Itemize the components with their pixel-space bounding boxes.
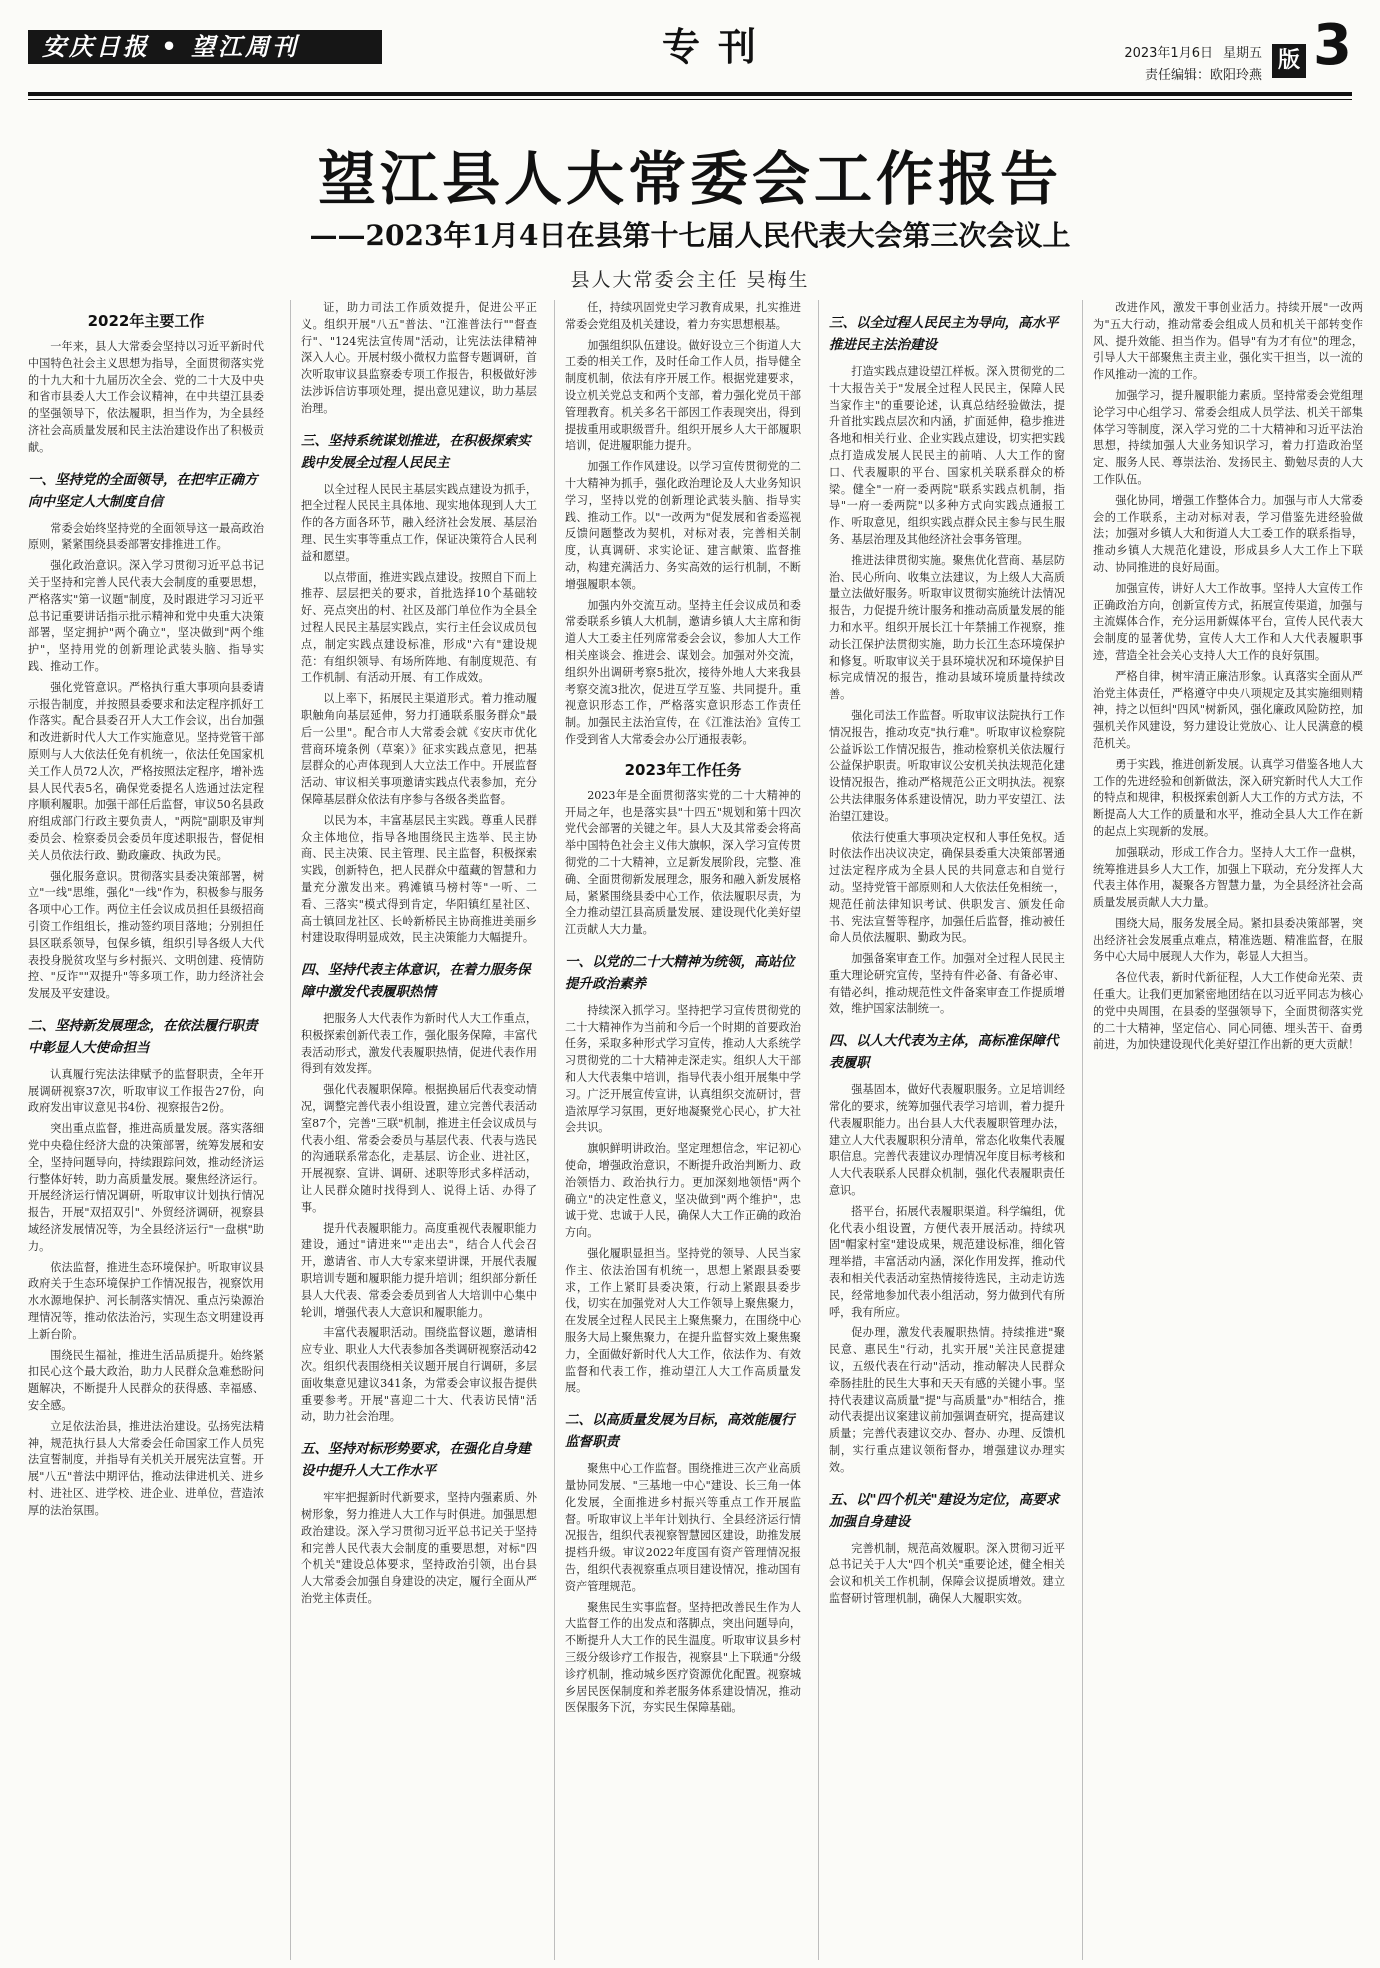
paragraph: 丰富代表履职活动。围绕监督议题，邀请相应专业、职业人大代表参加各类调研视察活动42次。组织代表围绕相关议题开展自行调研，多层面收集意见建议341条，为常委会审议报告提供重要参考。开展"喜迎二十大、代表访民情"活动，助力社会治理。 — [301, 1326, 537, 1424]
paragraph: 强化服务意识。贯彻落实县委决策部署，树立"一线"思维，强化"一线"作为，积极参与服务各项中心工作。两位主任会议成员担任县级招商引资工作组组长，推动签约项目落地；分别担任县区联系领导，包保乡镇，组织引导各级人大代表投身脱贫攻坚与乡村振兴、文明创建、疫情防控、"反诈""双提升"等多项工作，助力经济社会发展及平安建设。 — [28, 869, 264, 1001]
subsection-heading: 四、坚持代表主体意识，在着力服务保障中激发代表履职热情 — [301, 962, 531, 1001]
article-title: 望江县人大常委会工作报告 — [317, 145, 1062, 213]
subsection-heading: 三、以全过程人民民主为导向，高水平推进民主法治建设 — [829, 315, 1059, 353]
article-subtitle: ——2023年1月4日在县第十七届人民代表大会第三次会议上 — [309, 219, 1071, 252]
paragraph: 证，助力司法工作质效提升，促进公平正义。组织开展"八五"普法、"江淮普法行""督查行"、"124宪法宣传周"活动，让宪法法律精神深入人心。开展村级小微权力监督专题调研，首次听取审议县监察委专项工作报告，积极做好涉法涉诉信访事项处理，提出意见建议，助力基层治理。 — [301, 301, 537, 415]
article-body — [28, 300, 1363, 1960]
issue-date: 2023年1月6日 — [1124, 46, 1213, 61]
paragraph: 搭平台，拓展代表履职渠道。科学编组，优化代表小组设置，方便代表开展活动。持续巩固"帽家村室"建设成果，规范建设标准，细化管理举措，丰富活动内涵，深化作用发挥，推动代表和相关代表活动室热情接待选民，主动走访选民，经常地参加代表小组活动，努力做到代有所呼，我有所应。 — [829, 1204, 1065, 1319]
paragraph: 以民为本，丰富基层民主实践。尊重人民群众主体地位，指导各地围绕民主选举、民主协商、民主决策、民主管理、民主监督，积极探索实践，创新特色，把人民群众中蕴藏的智慧和力量充分激发出来。鸦滩镇马榜村等"一听、二看、三落实"模式得到肯定，华阳镇红星社区、高士镇回龙社区、长岭新桥民主协商推进美丽乡村建设取得明显成效，民主决策能力大幅提升。 — [301, 813, 537, 945]
paragraph: 强化履职显担当。坚持党的领导、人民当家作主、依法治国有机统一，思想上紧跟县委要求，工作上紧盯县委决策，行动上紧跟县委步伐，切实在加强党对人大工作领导上聚焦聚力，在发展全过程人民民主上聚焦聚力，在围绕中心服务大局上聚焦聚力，在提升监督实效上聚焦聚力，全面做好新时代人大工作，依法作为、有效监督和代表工作，推动望江人大工作高质量发展。 — [565, 1247, 801, 1395]
subsection-heading: 一、坚持党的全面领导，在把牢正确方向中坚定人大制度自信 — [28, 471, 258, 510]
paragraph: 持续深入抓学习。坚持把学习宣传贯彻党的二十大精神作为当前和今后一个时期的首要政治任务，采取多种形式学习宣传，推动人大系统学习贯彻党的二十大精神走深走实。组织人大干部和人大代表集中培训，指导代表小组开展集中学习。广泛开展宣传宣讲，认真组织交流研讨，营造浓厚学习氛围，更好地凝聚党心民心，扩大社会共识。 — [565, 1003, 801, 1135]
page-number: 3 — [1313, 13, 1352, 78]
paragraph: 加强内外交流互动。坚持主任会议成员和委常委联系乡镇人大机制，邀请乡镇人大主席和街道人大工委主任列席常委会会议，参加人大工作相关座谈会、推进会、谋划会。加强对外交流，组织外出调研考察5批次，接待外地人大来我县考察交流3批次，促进互学互鉴、共同提升。重视意识形态工作，严格落实意识形态工作责任制。加强民主法治宣传，在《江淮法治》宣传工作受到省人大常委会办公厅通报表彰。 — [565, 598, 801, 746]
page-number-box — [1272, 13, 1352, 86]
paragraph: 突出重点监督，推进高质量发展。落实落细党中央稳住经济大盘的决策部署，统筹发展和安全，坚持问题导向，持续跟踪问效，推动经济运行整体好转，助力高质量发展。聚焦经济运行。开展经济运行情况调研，听取审议计划执行情况报告，开展"双招双引"、外贸经济调研，视察县域经济发展情况等，为全县经济运行"一盘棋"助力。 — [28, 1122, 264, 1253]
paragraph: 牢牢把握新时代新要求，坚持内强素质、外树形象，努力推进人大工作与时俱进。加强思想政治建设。深入学习贯彻习近平总书记关于坚持和完善人民代表大会制度的重要思想，对标"四个机关"建设总体要求，坚持政治引领，出台县人大常委会加强自身建设的决定，履行全面从严治党主体责任。 — [301, 1491, 537, 1605]
masthead-rule-thin — [28, 99, 1352, 100]
subsection-heading: 二、坚持新发展理念，在依法履行职责中彰显人大使命担当 — [28, 1017, 258, 1056]
paragraph: 严格自律，树牢清正廉洁形象。认真落实全面从严治党主体责任，严格遵守中央八项规定及其实施细则精神，持之以恒纠"四风"树新风，强化廉政风险防控，加强机关作风建设，努力建设让党放心、让人民满意的模范机关。 — [1093, 669, 1363, 750]
subsection-heading: 三、坚持系统谋划推进，在积极探索实践中发展全过程人民民主 — [301, 432, 531, 471]
subsection-heading: 二、以高质量发展为目标，高效能履行监督职责 — [565, 1412, 795, 1451]
paragraph: 推进法律贯彻实施。聚焦优化营商、基层防治、民心所向、收集立法建议，为上级人大高质量立法做好服务。听取审议贯彻实施统计法情况报告，力促提升统计服务和推动高质量发展的能力和水平。组织开展长江十年禁捕工作视察，推动长江保护法贯彻实施，助力长江生态环境保护和修复。听取审议关于县环境状况和环境保护目标完成情况的报告，推动县域环境质量持续改善。 — [829, 553, 1065, 702]
paragraph: 加强备案审查工作。加强对全过程人民民主重大理论研究宣传，坚持有件必备、有备必审、有错必纠，推动规范性文件备案审查工作提质增效，维护国家法制统一。 — [829, 952, 1065, 1016]
paragraph: 强化协同，增强工作整体合力。加强与市人大常委会的工作联系，主动对标对表，学习借鉴先进经验做法；加强对乡镇人大和街道人大工委工作的联系指导，推动乡镇人大规范化建设，形成县乡人大工作上下联动、协同推进的良好局面。 — [1093, 493, 1363, 574]
article-byline: 县人大常委会主任 吴梅生 — [570, 269, 810, 291]
paragraph: 依法监督，推进生态环境保护。听取审议县政府关于生态环境保护工作情况报告，视察饮用水水源地保护、河长制落实情况、重点污染源治理情况等，推动依法治污，实现生态文明建设再上新台阶。 — [28, 1260, 264, 1341]
paragraph: 提升代表履职能力。高度重视代表履职能力建设，通过"请进来""走出去"，结合人代会召开，邀请省、市人大专家来望讲课，开展代表履职培训专题和履职能力提升培训；组织部分新任县人大代表、常委会委员到省人大培训中心集中轮训，增强代表人大意识和履职能力。 — [301, 1221, 537, 1319]
paragraph: 把服务人大代表作为新时代人大工作重点，积极探索创新代表工作，强化服务保障，丰富代表活动形式，激发代表履职热情，促进代表作用得到有效发挥。 — [301, 1012, 537, 1076]
paragraph: 认真履行宪法法律赋予的监督职责，全年开展调研视察37次，听取审议工作报告27份，向政府发出审议意见书4份、视察报告2份。 — [28, 1067, 264, 1115]
paragraph: 强化政治意识。深入学习贯彻习近平总书记关于坚持和完善人民代表大会制度的重要思想，严格落实"第一议题"制度，及时跟进学习习近平总书记重要讲话指示批示精神和党中央重大决策部署，坚定拥护"两个确立"，坚决做到"两个维护"，坚持用党的创新理论武装头脑、指导实践、推动工作。 — [28, 559, 264, 673]
issue-weekday: 星期五 — [1222, 46, 1262, 61]
section-heading: 2022年主要工作 — [87, 312, 205, 330]
paragraph: 立足依法治县，推进法治建设。弘扬宪法精神，规范执行县人大常委会任命国家工作人员宪法宣誓制度，并指导有关机关开展宪法宣誓。开展"八五"普法中期评估，推动法律进机关、进乡村、进社区、进学校、进企业、进单位，营造浓厚的法治氛围。 — [28, 1419, 264, 1517]
paragraph: 常委会始终坚持党的全面领导这一最高政治原则，紧紧围绕县委部署安排推进工作。 — [28, 521, 264, 552]
paragraph: 强化司法工作监督。听取审议法院执行工作情况报告，推动攻克"执行难"。听取审议检察院公益诉讼工作情况报告，推动检察机关依法履行公益保护职责。听取审议公安机关执法规范化建设情况报告，推动严格规范公正文明执法。视察公共法律服务体系建设情况，助力平安望江、法治望江建设。 — [829, 708, 1065, 823]
responsible-editor: 责任编辑：欧阳玲燕 — [1144, 68, 1262, 83]
section-label: 专刊 — [661, 25, 774, 69]
paragraph: 改进作风，激发干事创业活力。持续开展"一改两为"五大行动，推动常委会组成人员和机关干部转变作风、提升效能、担当作为。倡导"有为才有位"的理念，引导人大干部聚焦主责主业，强化实干担当，以一流的作风推动一流的工作。 — [1093, 301, 1363, 382]
paragraph: 加强工作作风建设。以学习宣传贯彻党的二十大精神为抓手，强化政治理论及人大业务知识学习，坚持以党的创新理论武装头脑、指导实践、推动工作。以"一改两为"促发展和省委巡视反馈问题整改为契机，对标对表，完善相关制度，认真调研、求实论证、建言献策、监督推动，构建充满活力、务实高效的运行机制，不断增强履职本领。 — [565, 460, 801, 591]
subsection-heading: 四、以人大代表为主体，高标准保障代表履职 — [829, 1033, 1059, 1072]
paragraph: 2023年是全面贯彻落实党的二十大精神的开局之年，也是落实县"十四五"规划和第十四次党代会部署的关键之年。县人大及其常委会将高举中国特色社会主义伟大旗帜，深入学习宣传贯彻党的二十大精神，立足新发展阶段，完整、准确、全面贯彻新发展理念，服务和融入新发展格局，紧紧围绕县委中心工作，依法履职尽责，为全力推动望江县高质量发展、建设现代化美好望江贡献人大力量。 — [565, 788, 801, 937]
paragraph: 聚焦中心工作监督。围绕推进三次产业高质量协同发展、"三基地一中心"建设、长三角一体化发展，全面推进乡村振兴等重点工作开展监督。听取审议上半年计划执行、全县经济运行情况报告，组织代表视察智慧园区建设，助推发展提档升级。审议2022年度国有资产管理情况报告，组织代表视察重点项目建设情况，推动国有资产管理规范。 — [565, 1462, 801, 1593]
paragraph: 勇于实践，推进创新发展。认真学习借鉴各地人大工作的先进经验和创新做法，深入研究新时代人大工作的特点和规律，积极探索创新人大工作的方式方法，不断提高人大工作的质量和水平，推动全县人大工作在新的起点上实现新的发展。 — [1093, 757, 1363, 838]
paragraph: 以全过程人民民主基层实践点建设为抓手，把全过程人民民主具体地、现实地体现到人大工作的各方面各环节，融入经济社会发展、基层治理、民生实事等重点工作，保证决策符合人民利益和愿望。 — [301, 482, 537, 563]
paragraph: 任，持续巩固党史学习教育成果，扎实推进常委会党组及机关建设，着力夯实思想根基。 — [565, 301, 801, 331]
column-5 — [1082, 300, 1363, 1960]
column-2 — [290, 300, 537, 1960]
paragraph: 强基固本，做好代表履职服务。立足培训经常化的要求，统筹加强代表学习培训，着力提升代表履职能力。出台县人大代表履职管理办法，建立人大代表履职积分清单，常态化收集代表履职信息。完善代表建议办理情况年度目标考核和人大代表联系人民群众机制，强化代表履职责任意识。 — [829, 1083, 1065, 1198]
paragraph: 加强组织队伍建设。做好设立三个街道人大工委的相关工作，及时任命工作人员，指导健全制度机制，依法有序开展工作。根据党建要求，设立机关党总支和两个支部，着力强化党员干部管理教育。机关多名干部因工作表现突出，得到提拔重用或职级晋升。组织开展乡人大干部履职培训，促进履职能力提升。 — [565, 338, 801, 453]
paragraph: 聚焦民生实事监督。坚持把改善民生作为人大监督工作的出发点和落脚点，突出问题导向，不断提升人大工作的民生温度。听取审议县乡村三级分级诊疗工作报告，视察县"上下联通"分级诊疗机制，推动城乡医疗资源优化配置。视察城乡居民医保制度和养老服务体系建设情况，推动医保服务下沉，夯实民生保障基础。 — [565, 1600, 801, 1715]
column-3 — [554, 300, 801, 1960]
paragraph: 围绕大局，服务发展全局。紧扣县委决策部署，突出经济社会发展重点难点，精准选题、精准监督，在服务中心大局中展现人大作为，彰显人大担当。 — [1093, 916, 1363, 964]
paragraph: 旗帜鲜明讲政治。坚定理想信念，牢记初心使命，增强政治意识，不断提升政治判断力、政治领悟力、政治执行力。更加深刻地领悟"两个确立"的决定性意义，坚决做到"两个维护"，忠诚于党、忠诚于人民，确保人大工作正确的政治方向。 — [565, 1142, 801, 1240]
paragraph: 各位代表，新时代新征程，人大工作使命光荣、责任重大。让我们更加紧密地团结在以习近平同志为核心的党中央周围，在县委的坚强领导下，全面贯彻落实党的二十大精神，坚定信心、同心同德、埋头苦干、奋勇前进，为加快建设现代化美好望江作出新的更大贡献！ — [1093, 971, 1363, 1052]
section-heading: 2023年工作任务 — [624, 760, 742, 779]
paragraph: 一年来，县人大常委会坚持以习近平新时代中国特色社会主义思想为指导，全面贯彻落实党的十九大和十九届历次全会、党的二十大及中央和省市县委人大工作会议精神，在中共望江县委的坚强领导下，依法履职，担当作为，为全县经济社会高质量发展和民主法治建设作出了积极贡献。 — [28, 340, 264, 454]
subsection-heading: 一、以党的二十大精神为统领，高站位提升政治素养 — [565, 953, 795, 992]
paragraph: 打造实践点建设望江样板。深入贯彻党的二十大报告关于"发展全过程人民民主，保障人民当家作主"的重要论述，认真总结经验做法，提升首批实践点层次和内涵，扩面延伸，稳步推进各地和相关行业、企业实践点建设，切实把实践点打造成发展人民民主的前哨、人大工作的窗口、代表履职的平台、国家机关联系群众的桥梁。健全"一府一委两院"联系实践点机制，指导"一府一委两院"以多种方式向实践点通报工作、听取意见，组织实践点群众民主参与民生服务、基层治理及其他经济社会事务管理。 — [829, 365, 1065, 546]
subsection-heading: 五、坚持对标形势要求，在强化自身建设中提升人大工作水平 — [301, 1441, 531, 1480]
newspaper-name: 安庆日报 • 望江周刊 — [28, 30, 382, 64]
paragraph: 围绕民生福祉，推进生活品质提升。始终紧扣民心这个最大政治，助力人民群众急难愁盼问题解决，不断提升人民群众的获得感、幸福感、安全感。 — [28, 1348, 264, 1413]
paragraph: 以上率下，拓展民主渠道形式。着力推动履职触角向基层延伸，努力打通联系服务群众"最后一公里"。配合市人大常委会就《安庆市优化营商环境条例（草案）》征求实践点意见，把基层群众的心声体现到人大立法工作中。开展监督活动、审议相关事项邀请实践点代表参加，充分保障基层群众依法有序参与各级各类监督。 — [301, 692, 537, 806]
subsection-heading: 五、以"四个机关"建设为定位，高要求加强自身建设 — [829, 1491, 1060, 1530]
masthead-rule-thick — [28, 92, 1352, 96]
paragraph: 完善机制，规范高效履职。深入贯彻习近平总书记关于人大"四个机关"重要论述，健全相关会议和机关工作机制，保障会议提质增效。建立监督研讨管理机制，确保人大履职实效。 — [829, 1541, 1065, 1605]
paragraph: 加强联动，形成工作合力。坚持人大工作一盘棋，统筹推进县乡人大工作，加强上下联动，充分发挥人大代表主体作用，凝聚各方智慧力量，为全县经济社会高质量发展贡献人大力量。 — [1093, 845, 1363, 910]
paragraph: 促办理，激发代表履职热情。持续推进"聚民意、惠民生"行动，扎实开展"关注民意提建议，五级代表在行动"活动，推动解决人民群众牵肠挂肚的民生大事和天天有感的关键小事。坚持代表建议高质量"提"与高质量"办"相结合，推动代表提出议案建议前加强调查研究，提高建议质量；完善代表建议交办、督办、办理、反馈机制，实行重点建议领衔督办，增强建议办理实效。 — [829, 1326, 1065, 1474]
page-suffix: 版 — [1272, 44, 1306, 78]
paragraph: 加强宣传，讲好人大工作故事。坚持人大宣传工作正确政治方向，创新宣传方式，拓展宣传渠道，加强与主流媒体合作，充分运用新媒体平台，宣传人民代表大会制度的显著优势，宣传人大工作和人大代表履职事迹，营造全社会关心支持人大工作的良好氛围。 — [1093, 581, 1363, 662]
column-1 — [28, 300, 264, 1960]
paragraph: 强化代表履职保障。根据换届后代表变动情况，调整完善代表小组设置，建立完善代表活动室87个，完善"三联"机制，推进主任会议成员与代表小组、常委会委员与基层代表、代表与选民的沟通联系常态化，走基层、访企业、进社区，开展视察、宣讲、调研、述职等形式多样活动，让人民群众随时找得到人、说得上话、办得了事。 — [301, 1083, 537, 1214]
paragraph: 加强学习，提升履职能力素质。坚持常委会党组理论学习中心组学习、常委会组成人员学法、机关干部集体学习等制度，深入学习党的二十大精神和习近平法治思想，持续加强人大业务知识学习，着力打造政治坚定、服务人民、尊崇法治、发扬民主、勤勉尽责的人大工作队伍。 — [1093, 388, 1363, 486]
paragraph: 以点带面，推进实践点建设。按照自下而上推荐、层层把关的要求，首批选择10个基础较好、亮点突出的村、社区及部门单位作为全县全过程人民民主基层实践点，实行主任会议成员包点，制定实践点建设标准，形成"六有"建设规范：有组织领导、有场所阵地、有制度规范、有工作机制、有活动开展、有工作成效。 — [301, 570, 537, 685]
paragraph: 依法行使重大事项决定权和人事任免权。适时依法作出决议决定，确保县委重大决策部署通过法定程序成为全县人民的共同意志和自觉行动。坚持党管干部原则和人大依法任免相统一，规范任前法律知识考试、供职发言、颁发任命书、宪法宣誓等程序，加强任后监督，推动被任命人员依法履职、勤政为民。 — [829, 830, 1065, 945]
masthead — [28, 13, 1352, 90]
column-4 — [818, 300, 1065, 1960]
paragraph: 强化党管意识。严格执行重大事项向县委请示报告制度，并按照县委要求和法定程序抓好工作落实。配合县委召开人大工作会议，出台加强和改进新时代人大工作实施意见。坚持党管干部原则与人大依法任免有机统一，依法任免国家机关工作人员72人次，严格按照法定程序，增补选县人民代表5名，确保党委提名人选通过法定程序顺利履职。加强干部任后监督，审议50名县政府组成部门行政主要负责人，"两院"副职及审判委员会、检察委员会委员年度述职报告，督促相关人员依法行政、勤政廉政、执政为民。 — [28, 680, 264, 862]
issue-date-line — [1114, 42, 1262, 61]
